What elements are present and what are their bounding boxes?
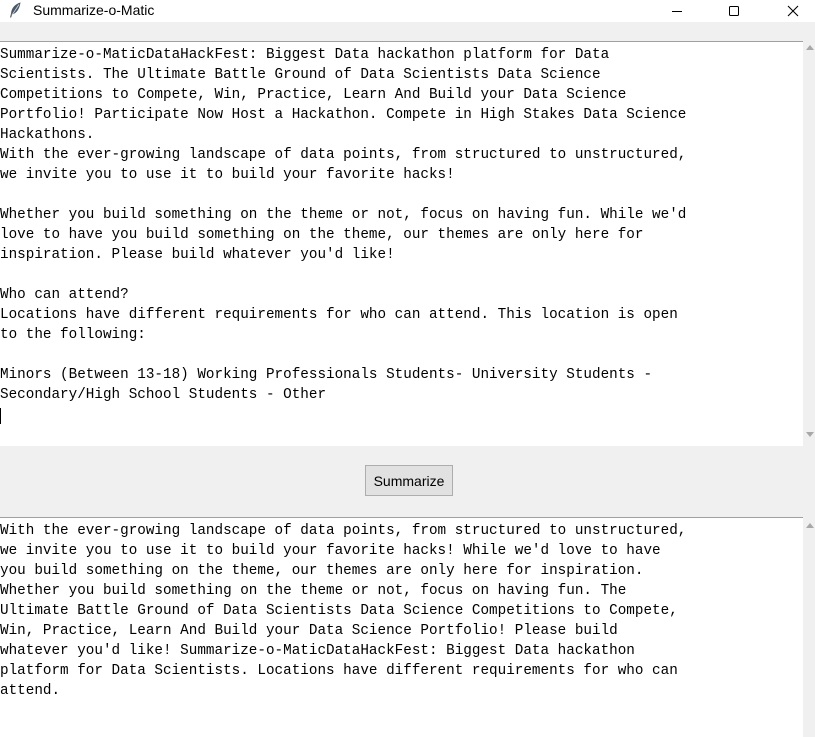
text-cursor [0, 408, 1, 424]
maximize-button[interactable] [711, 0, 757, 22]
summary-text[interactable]: With the ever-growing landscape of data points, from structured to unstructured, we invite you to use it to build your favorite hacks! While we'd love to have you build something on the theme, our themes are only here for inspiration. Whether you build something on the theme or not, focus on having fun. The Ultimate Battle Ground of Data Scientists Data Science Competitions to Compete, Win, Practice, Learn And Build your Data Science Portfolio! Please build whatever you'd like! Summarize-o-MaticDataHackFest: Biggest Data hackathon platform for Data Scientists. Locations have different requirements for who can attend. [0, 523, 687, 699]
feather-icon [8, 2, 22, 18]
input-text[interactable]: Summarize-o-MaticDataHackFest: Biggest Data hackathon platform for Data Scientists. The Ultimate Battle Ground of Data Scientists Data Science Competitions to Compete, Win, Practice, Learn And Build your Data Science Portfolio! Participate Now Host a Hackathon. Compete in High Stakes Data Science Hackathons. With the ever-growing landscape of data points, from structured to unstructured, we invite you to use it to build your favorite hacks! Whether you build something on the theme or not, focus on having fun. While we'd love to have you build something on the theme, our themes are only here for inspiration. Please build whatever you'd like! Who can attend? Locations have different requirements for who can attend. This location is open to the following: Minors (Between 13-18) Working Professionals Students- University Students - Secondary/High School Students - Other [0, 47, 687, 403]
input-text-area[interactable] [0, 41, 803, 446]
scroll-up-arrow-icon[interactable] [806, 45, 814, 50]
close-icon [787, 5, 799, 17]
maximize-icon [728, 5, 740, 17]
summary-text-area[interactable] [0, 517, 803, 737]
minimize-button[interactable] [654, 0, 700, 22]
summarize-button[interactable]: Summarize [365, 465, 453, 496]
close-button[interactable] [770, 0, 815, 22]
input-scrollbar[interactable] [803, 41, 815, 446]
scroll-down-arrow-icon[interactable] [806, 432, 814, 437]
minimize-icon [671, 5, 683, 17]
window-title: Summarize-o-Matic [33, 2, 155, 18]
title-bar[interactable] [0, 0, 815, 22]
scroll-up-arrow-icon[interactable] [806, 523, 814, 528]
summary-scrollbar[interactable] [803, 517, 815, 737]
